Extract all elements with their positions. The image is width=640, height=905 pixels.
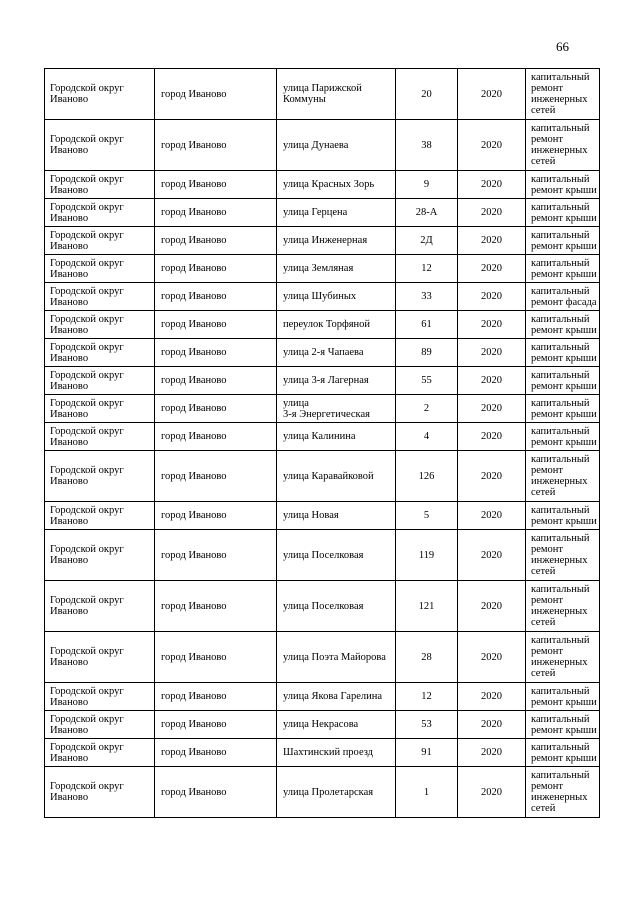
work-type-cell-text: капитальный ремонт крыши [531,257,597,280]
house-number-cell-text: 126 [418,470,435,482]
year-cell-text: 2020 [481,263,502,274]
city-cell [155,711,277,739]
district-cell-text: Городской округ Иваново [50,229,124,252]
table-row [45,739,600,767]
house-number-cell-text: 55 [421,375,432,386]
table-row [45,367,600,395]
house-number-cell [396,283,458,311]
street-cell [277,530,396,581]
house-number-cell [396,767,458,818]
street-cell [277,69,396,120]
work-type-cell-text: капитальный ремонт крыши [531,369,597,392]
table-row [45,395,600,423]
district-cell-text: Городской округ Иваново [50,397,124,420]
house-number-cell [396,632,458,683]
work-type-cell-text: капитальный ремонт крыши [531,425,597,448]
table-row [45,255,600,283]
street-cell [277,632,396,683]
city-cell-text: город Иваново [161,510,227,521]
city-cell [155,581,277,632]
year-cell [458,581,526,632]
work-type-cell-text: капитальный ремонт крыши [531,313,597,336]
house-number-cell-text: 20 [421,88,432,100]
work-type-cell [526,120,600,171]
street-cell-text: улица Пролетарская [283,786,374,798]
table-row [45,711,600,739]
house-number-cell-text: 61 [421,319,432,330]
district-cell [45,339,155,367]
work-type-cell-text: капитальный ремонт крыши [531,504,597,527]
street-cell [277,451,396,502]
street-cell [277,199,396,227]
city-cell-text: город Иваново [161,651,227,663]
work-type-cell [526,502,600,530]
district-cell-text: Городской округ Иваново [50,685,124,708]
street-cell-text: улица Земляная [283,263,354,274]
work-type-cell-text: капитальный ремонт инженерных сетей [531,770,590,814]
year-cell [458,767,526,818]
year-cell [458,283,526,311]
year-cell [458,423,526,451]
year-cell [458,339,526,367]
street-cell-text: улица Герцена [283,207,348,218]
house-number-cell-text: 38 [421,139,432,151]
city-cell-text: город Иваново [161,291,227,302]
street-cell [277,683,396,711]
house-number-cell-text: 53 [421,719,432,730]
street-cell-text: переулок Торфяной [283,319,371,330]
street-cell [277,367,396,395]
work-type-cell [526,339,600,367]
table-row [45,69,600,120]
work-type-cell [526,423,600,451]
street-cell [277,767,396,818]
city-cell-text: город Иваново [161,549,227,561]
year-cell [458,227,526,255]
year-cell-text: 2020 [481,691,502,702]
city-cell [155,69,277,120]
work-type-cell [526,451,600,502]
district-cell-text: Городской округ Иваново [50,173,124,196]
district-cell [45,451,155,502]
district-cell [45,69,155,120]
district-cell-text: Городской округ Иваново [50,369,124,392]
work-type-cell-text: капитальный ремонт инженерных сетей [531,584,590,628]
district-cell-text: Городской округ Иваново [50,285,124,308]
year-cell [458,395,526,423]
year-cell [458,530,526,581]
work-type-cell-text: капитальный ремонт крыши [531,173,597,196]
year-cell [458,367,526,395]
street-cell-text: улица Поэта Майорова [283,651,386,663]
city-cell [155,283,277,311]
district-cell [45,283,155,311]
street-cell [277,255,396,283]
city-cell-text: город Иваново [161,347,227,358]
year-cell-text: 2020 [481,403,502,414]
year-cell-text: 2020 [481,207,502,218]
work-type-cell [526,395,600,423]
house-number-cell [396,395,458,423]
house-number-cell [396,502,458,530]
table-row [45,120,600,171]
district-cell-text: Городской округ Иваново [50,741,124,764]
district-cell [45,120,155,171]
city-cell [155,395,277,423]
city-cell [155,227,277,255]
house-number-cell [396,530,458,581]
work-type-cell [526,367,600,395]
year-cell-text: 2020 [481,291,502,302]
work-type-cell-text: капитальный ремонт крыши [531,741,597,764]
district-cell-text: Городской округ Иваново [50,201,124,224]
table-row [45,311,600,339]
city-cell-text: город Иваново [161,470,227,482]
table-row [45,227,600,255]
district-cell [45,199,155,227]
city-cell [155,120,277,171]
work-type-cell [526,632,600,683]
work-type-cell-text: капитальный ремонт крыши [531,229,597,252]
house-number-cell [396,683,458,711]
year-cell-text: 2020 [481,179,502,190]
street-cell-text: улица Новая [283,510,339,521]
year-cell-text: 2020 [481,470,502,482]
street-cell [277,423,396,451]
street-cell-text: Шахтинский проезд [283,747,374,758]
city-cell-text: город Иваново [161,431,227,442]
year-cell-text: 2020 [481,139,502,151]
work-type-cell-text: капитальный ремонт крыши [531,201,597,224]
work-type-cell [526,283,600,311]
work-type-cell [526,69,600,120]
work-type-cell [526,683,600,711]
year-cell [458,255,526,283]
work-type-cell [526,711,600,739]
work-type-cell [526,581,600,632]
district-cell [45,581,155,632]
district-cell-text: Городской округ Иваново [50,504,124,527]
year-cell [458,632,526,683]
street-cell [277,502,396,530]
table-row [45,339,600,367]
city-cell [155,423,277,451]
district-cell-text: Городской округ Иваново [50,83,124,105]
street-cell [277,581,396,632]
street-cell-text: улица 2-я Чапаева [283,347,364,358]
table-row [45,199,600,227]
district-cell [45,171,155,199]
city-cell [155,311,277,339]
street-cell [277,339,396,367]
district-cell-text: Городской округ Иваново [50,544,124,566]
house-number-cell-text: 119 [418,549,435,561]
work-type-cell-text: капитальный ремонт инженерных сетей [531,533,590,577]
house-number-cell-text: 12 [421,263,432,274]
city-cell [155,683,277,711]
district-cell [45,502,155,530]
house-number-cell [396,69,458,120]
city-cell-text: город Иваново [161,786,227,798]
year-cell [458,711,526,739]
district-cell [45,632,155,683]
year-cell-text: 2020 [481,549,502,561]
street-cell-text: улица Поселковая [283,600,364,612]
city-cell-text: город Иваново [161,263,227,274]
street-cell [277,171,396,199]
table-row [45,423,600,451]
year-cell-text: 2020 [481,510,502,521]
house-number-cell [396,711,458,739]
street-cell-text: улица Парижской Коммуны [283,83,362,105]
district-cell [45,739,155,767]
year-cell-text: 2020 [481,651,502,663]
house-number-cell [396,739,458,767]
year-cell-text: 2020 [481,319,502,330]
city-cell-text: город Иваново [161,691,227,702]
district-cell [45,423,155,451]
work-type-cell-text: капитальный ремонт крыши [531,341,597,364]
city-cell [155,199,277,227]
year-cell-text: 2020 [481,235,502,246]
street-cell [277,395,396,423]
city-cell-text: город Иваново [161,719,227,730]
table-row [45,451,600,502]
street-cell-text: улица Красных Зорь [283,179,375,190]
city-cell [155,530,277,581]
year-cell [458,69,526,120]
city-cell-text: город Иваново [161,319,227,330]
district-cell [45,227,155,255]
house-number-cell-text: 2Д [420,235,433,246]
work-type-cell [526,255,600,283]
district-cell-text: Городской округ Иваново [50,646,124,668]
year-cell-text: 2020 [481,431,502,442]
city-cell-text: город Иваново [161,88,227,100]
table-row [45,530,600,581]
district-cell-text: Городской округ Иваново [50,465,124,487]
work-type-cell [526,227,600,255]
table-row [45,632,600,683]
district-cell-text: Городской округ Иваново [50,257,124,280]
street-cell-text: улица Поселковая [283,549,364,561]
district-cell-text: Городской округ Иваново [50,134,124,156]
house-number-cell [396,423,458,451]
city-cell-text: город Иваново [161,600,227,612]
work-type-cell-text: капитальный ремонт крыши [531,397,597,420]
house-number-cell-text: 28-А [415,207,438,218]
city-cell [155,171,277,199]
year-cell [458,502,526,530]
house-number-cell [396,120,458,171]
street-cell-text: улица Якова Гарелина [283,691,382,702]
district-cell [45,711,155,739]
work-type-cell-text: капитальный ремонт крыши [531,685,597,708]
house-number-cell-text: 9 [423,179,430,190]
year-cell-text: 2020 [481,88,502,100]
year-cell [458,739,526,767]
work-type-cell [526,739,600,767]
year-cell [458,120,526,171]
district-cell-text: Городской округ Иваново [50,781,124,803]
work-type-cell-text: капитальный ремонт крыши [531,713,597,736]
street-cell [277,711,396,739]
street-cell-text: улица Инженерная [283,235,368,246]
work-type-cell-text: капитальный ремонт фасада [531,285,597,308]
district-cell-text: Городской округ Иваново [50,713,124,736]
district-cell [45,367,155,395]
work-type-cell [526,311,600,339]
table-row [45,283,600,311]
work-type-cell [526,767,600,818]
house-number-cell [396,367,458,395]
repair-plan-table [44,68,600,818]
table-body [45,69,600,818]
city-cell [155,367,277,395]
table-row [45,502,600,530]
table-row [45,683,600,711]
house-number-cell [396,199,458,227]
district-cell [45,530,155,581]
house-number-cell [396,227,458,255]
house-number-cell-text: 33 [421,291,432,302]
year-cell [458,451,526,502]
house-number-cell-text: 28 [421,651,432,663]
district-cell [45,311,155,339]
street-cell-text: улица Некрасова [283,719,359,730]
work-type-cell [526,199,600,227]
house-number-cell-text: 91 [421,747,432,758]
house-number-cell-text: 1 [423,786,430,798]
city-cell [155,502,277,530]
year-cell-text: 2020 [481,786,502,798]
street-cell-text: улица Шубиных [283,291,357,302]
street-cell-text: улица Калинина [283,431,356,442]
year-cell [458,683,526,711]
city-cell-text: город Иваново [161,207,227,218]
year-cell-text: 2020 [481,347,502,358]
district-cell [45,395,155,423]
city-cell [155,451,277,502]
work-type-cell [526,171,600,199]
work-type-cell [526,530,600,581]
house-number-cell [396,171,458,199]
work-type-cell-text: капитальный ремонт инженерных сетей [531,635,590,679]
work-type-cell-text: капитальный ремонт инженерных сетей [531,123,590,167]
district-cell [45,683,155,711]
house-number-cell-text: 89 [421,347,432,358]
district-cell-text: Городской округ Иваново [50,425,124,448]
house-number-cell-text: 121 [418,600,435,612]
house-number-cell-text: 2 [423,403,430,414]
street-cell-text: улица 3-я Лагерная [283,375,369,386]
city-cell-text: город Иваново [161,179,227,190]
year-cell-text: 2020 [481,719,502,730]
house-number-cell-text: 4 [423,431,430,442]
work-type-cell-text: капитальный ремонт инженерных сетей [531,72,590,116]
house-number-cell [396,339,458,367]
city-cell-text: город Иваново [161,235,227,246]
district-cell-text: Городской округ Иваново [50,595,124,617]
year-cell-text: 2020 [481,600,502,612]
district-cell-text: Городской округ Иваново [50,313,124,336]
city-cell-text: город Иваново [161,139,227,151]
district-cell [45,255,155,283]
district-cell [45,767,155,818]
city-cell-text: город Иваново [161,747,227,758]
city-cell [155,339,277,367]
street-cell-text: улица 3-я Энергетическая [283,397,370,420]
city-cell-text: город Иваново [161,403,227,414]
city-cell [155,767,277,818]
year-cell-text: 2020 [481,747,502,758]
table-row [45,171,600,199]
street-cell [277,739,396,767]
house-number-cell [396,581,458,632]
house-number-cell-text: 12 [421,691,432,702]
year-cell [458,199,526,227]
house-number-cell [396,255,458,283]
table-row [45,581,600,632]
street-cell-text: улица Каравайковой [283,470,374,482]
street-cell [277,311,396,339]
city-cell [155,739,277,767]
street-cell-text: улица Дунаева [283,139,349,151]
work-type-cell-text: капитальный ремонт инженерных сетей [531,454,590,498]
city-cell [155,632,277,683]
house-number-cell-text: 5 [423,510,430,521]
street-cell [277,227,396,255]
city-cell [155,255,277,283]
street-cell [277,283,396,311]
page-number: 66 [556,39,569,54]
house-number-cell [396,311,458,339]
year-cell [458,311,526,339]
year-cell [458,171,526,199]
district-cell-text: Городской округ Иваново [50,341,124,364]
house-number-cell [396,451,458,502]
street-cell [277,120,396,171]
year-cell-text: 2020 [481,375,502,386]
city-cell-text: город Иваново [161,375,227,386]
table-row [45,767,600,818]
